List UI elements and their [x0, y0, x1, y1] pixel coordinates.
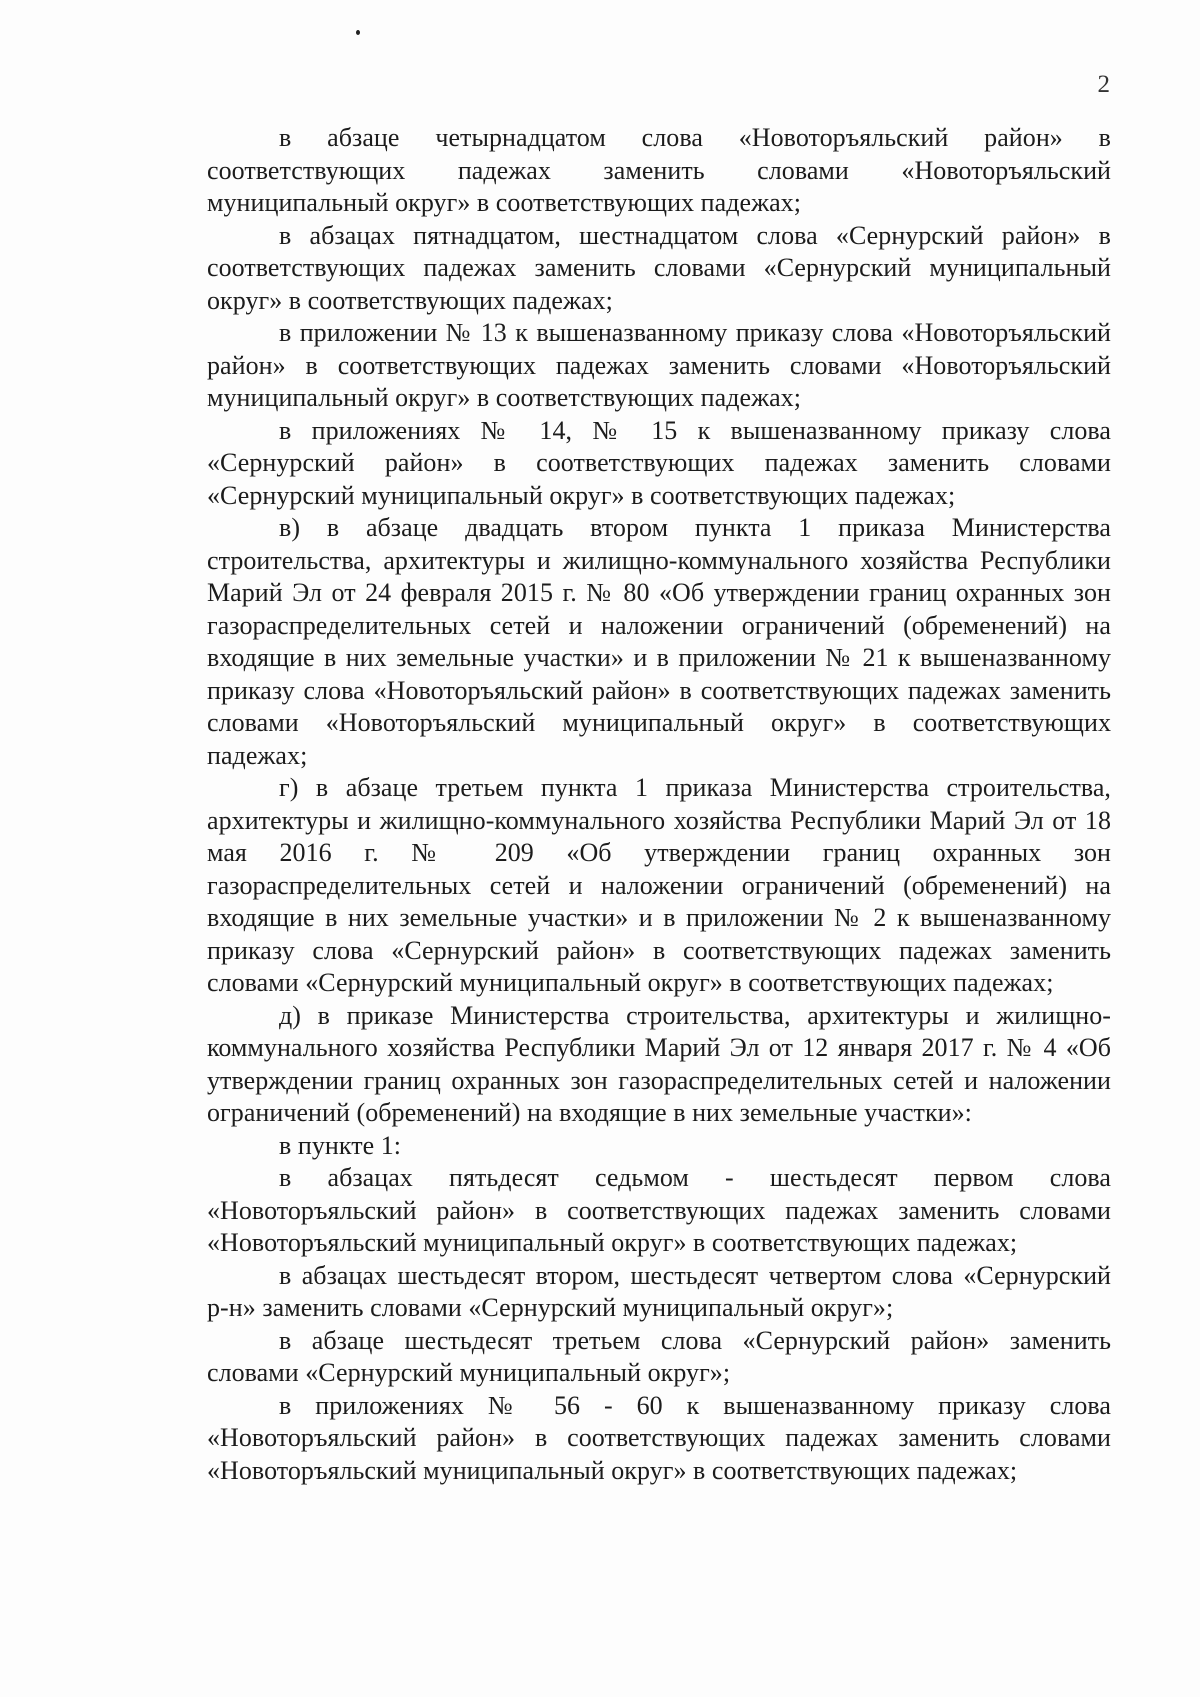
- paragraph-8: в пункте 1:: [279, 1130, 402, 1160]
- paragraph-7: д) в приказе Министерства строительства, архитектуры и жилищно-коммунального хозяйства Республики Марий Эл от 12 января 2017 г. № 4 «Об утверждении границ охранных зон газораспределительных сетей и наложении ограничений (обременений) на входящие в них земельные участки»:: [207, 1000, 1111, 1127]
- paragraph-3: в приложении № 13 к вышеназванному приказу слова «Новоторъяльский район» в соответствующих падежах заменить словами «Новоторъяльский муниципальный округ» в соответствующих падежах;: [207, 318, 1111, 412]
- paragraph-5: в) в абзаце двадцать втором пункта 1 приказа Министерства строительства, архитектуры и жилищно-коммунального хозяйства Республики Марий Эл от 24 февраля 2015 г. № 80 «Об утверждении границ охранных зон газораспределительных сетей и наложении ограничений (обременений) на входящие в них земельные участки» и в приложении № 21 к вышеназванному приказу слова «Новоторъяльский район» в соответствующих падежах заменить словами «Новоторъяльский муниципальный округ» в соответствующих падежах;: [207, 513, 1111, 770]
- paragraph-11: в абзаце шестьдесят третьем слова «Сернурский район» заменить словами «Сернурский муниципальный округ»;: [207, 1325, 1111, 1387]
- paragraph-1: в абзаце четырнадцатом слова «Новоторъяльский район» в соответствующих падежах заменить словами «Новоторъяльский муниципальный округ» в соответствующих падежах;: [207, 123, 1111, 217]
- paragraph-6: г) в абзаце третьем пункта 1 приказа Министерства строительства, архитектуры и жилищно-коммунального хозяйства Республики Марий Эл от 18 мая 2016 г. № 209 «Об утверждении границ охранных зон газораспределительных сетей и наложении ограничений (обременений) на входящие в них земельные участки» и в приложении № 2 к вышеназванному приказу слова «Сернурский район» в соответствующих падежах заменить словами «Сернурский муниципальный округ» в соответствующих падежах;: [207, 773, 1111, 997]
- paragraph-9: в абзацах пятьдесят седьмом - шестьдесят первом слова «Новоторъяльский район» в соответствующих падежах заменить словами «Новоторъяльский муниципальный округ» в соответствующих падежах;: [207, 1163, 1111, 1257]
- paragraph-12: в приложениях № 56 - 60 к вышеназванному приказу слова «Новоторъяльский район» в соответствующих падежах заменить словами «Новоторъяльский муниципальный округ» в соответствующих падежах;: [207, 1390, 1111, 1485]
- paragraph-2: в абзацах пятнадцатом, шестнадцатом слова «Сернурский район» в соответствующих падежах заменить словами «Сернурский муниципальный округ» в соответствующих падежах;: [207, 220, 1111, 315]
- document-body: [207, 122, 1111, 1487]
- scan-speck: [356, 30, 360, 35]
- page-number: 2: [1097, 71, 1110, 98]
- paragraph-10: в абзацах шестьдесят втором, шестьдесят четвертом слова «Сернурский р-н» заменить словами «Сернурский муниципальный округ»;: [207, 1260, 1111, 1322]
- paragraph-4: в приложениях № 14, № 15 к вышеназванному приказу слова «Сернурский район» в соответствующих падежах заменить словами «Сернурский муниципальный округ» в соответствующих падежах;: [207, 415, 1111, 510]
